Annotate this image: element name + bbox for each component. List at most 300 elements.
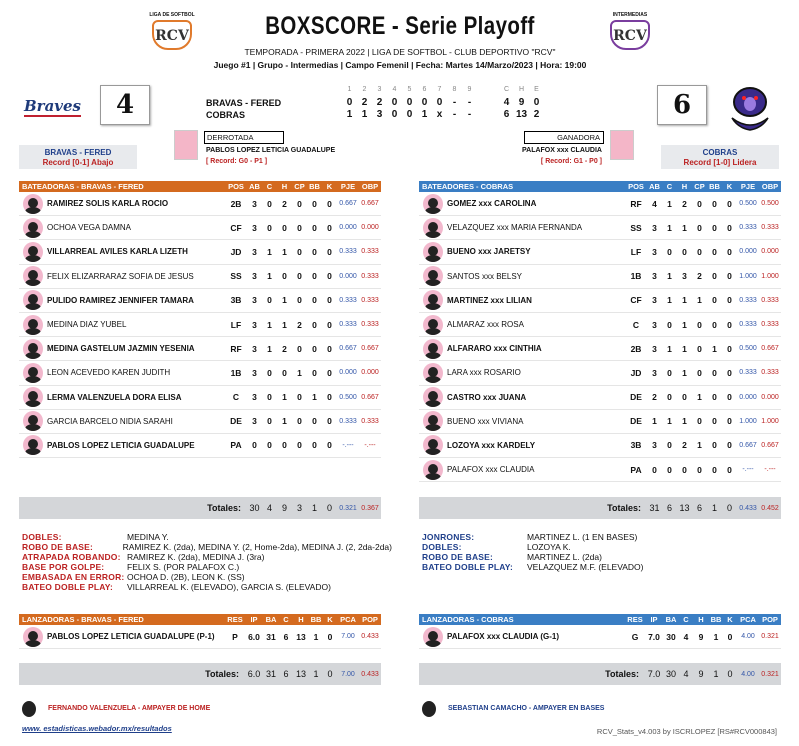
pitcher-ba: 30 bbox=[666, 631, 676, 642]
batter-obp: -.--- bbox=[764, 466, 776, 474]
batter-pje: 0.000 bbox=[739, 248, 757, 256]
batter-bb: 0 bbox=[712, 198, 717, 209]
batter-avatar-icon bbox=[23, 242, 43, 262]
batter-row bbox=[419, 265, 781, 289]
batter-pje: 0.000 bbox=[339, 224, 357, 232]
pitcher-avatar-icon bbox=[23, 627, 43, 647]
column-header-k: K bbox=[326, 182, 333, 191]
batter-bb: 0 bbox=[712, 246, 717, 257]
batter-c: 0 bbox=[267, 367, 272, 378]
home-batting-total-pje: 0.433 bbox=[739, 504, 757, 512]
away-inning-value: 0 bbox=[421, 97, 428, 108]
home-team-record: Record [1-0] Lidera bbox=[683, 158, 757, 167]
home-note-line bbox=[422, 552, 792, 562]
batter-k: 0 bbox=[727, 416, 732, 427]
batter-name: SANTOS xxx BELSY bbox=[447, 271, 522, 281]
batter-avatar-icon bbox=[423, 435, 443, 455]
batter-h: 2 bbox=[282, 343, 287, 354]
batter-cp: 0 bbox=[297, 416, 302, 427]
home-batting-total-k: 0 bbox=[726, 503, 732, 513]
batter-avatar-icon bbox=[423, 242, 443, 262]
away-note-line bbox=[22, 562, 392, 572]
column-header-h: H bbox=[681, 182, 688, 191]
pitching-column-bb: BB bbox=[310, 615, 322, 624]
away-team-name: BRAVAS - FERED bbox=[44, 148, 112, 157]
batter-pos: CF bbox=[230, 222, 242, 233]
losing-pitcher-photo bbox=[174, 130, 198, 160]
pitching-column-pca: PCA bbox=[340, 615, 356, 624]
batter-h: 0 bbox=[282, 440, 287, 451]
batter-obp: 0.500 bbox=[761, 200, 779, 208]
batter-pos: 1B bbox=[230, 367, 242, 378]
home-inning-value: 1 bbox=[361, 109, 368, 120]
batter-pos: 3B bbox=[230, 295, 242, 306]
home-batting-title: BATEADORES - COBRAS bbox=[422, 182, 514, 191]
batter-pje: 0.000 bbox=[339, 369, 357, 377]
away-inning-value: 9 bbox=[518, 97, 525, 108]
column-header-ab: AB bbox=[649, 182, 660, 191]
pitching-column-pop: POP bbox=[762, 615, 778, 624]
pitcher-bb: 1 bbox=[313, 631, 319, 642]
column-header-h: H bbox=[281, 182, 288, 191]
batter-pje: 0.333 bbox=[339, 248, 357, 256]
division-logo-caption: INTERMEDIAS bbox=[612, 12, 648, 18]
batter-pos: JD bbox=[630, 367, 642, 378]
batter-row bbox=[419, 410, 781, 434]
pitching-column-ip: IP bbox=[250, 615, 258, 624]
batter-ab: 2 bbox=[652, 392, 657, 403]
batter-obp: 0.667 bbox=[761, 345, 779, 353]
batter-cp: 2 bbox=[697, 271, 702, 282]
batter-c: 0 bbox=[267, 222, 272, 233]
batter-cp: 0 bbox=[697, 246, 702, 257]
results-link[interactable]: www. estadisticas.webador.mx/resultados bbox=[22, 724, 172, 733]
batter-k: 0 bbox=[727, 367, 732, 378]
away-batting-total-bb: 1 bbox=[311, 503, 317, 513]
batter-pos: PA bbox=[230, 440, 242, 451]
pitcher-ba: 31 bbox=[266, 631, 276, 642]
batter-pos: LF bbox=[230, 319, 242, 330]
batter-ab: 3 bbox=[252, 222, 257, 233]
pitcher-res: G bbox=[631, 631, 639, 642]
home-team-name: COBRAS bbox=[702, 148, 738, 157]
away-inning-value: 4 bbox=[503, 97, 510, 108]
home-inning-value: - bbox=[467, 109, 472, 120]
batter-avatar-icon bbox=[23, 266, 43, 286]
column-header-pos: POS bbox=[628, 182, 644, 191]
bravas-logo: Braves bbox=[24, 97, 82, 115]
away-note-value: RAMIREZ K. (2da), MEDINA J. (3ra) bbox=[127, 552, 265, 562]
batter-ab: 0 bbox=[252, 440, 257, 451]
pitching-column-k: K bbox=[327, 615, 333, 624]
batter-pos: C bbox=[632, 319, 640, 330]
batter-ab: 3 bbox=[652, 343, 657, 354]
batter-ab: 3 bbox=[252, 198, 257, 209]
home-batting-total-c: 6 bbox=[666, 503, 672, 513]
batter-cp: 0 bbox=[697, 198, 702, 209]
batter-k: 0 bbox=[327, 440, 332, 451]
batter-ab: 3 bbox=[252, 246, 257, 257]
batter-h: 0 bbox=[282, 271, 287, 282]
home-batting-total-bb: 1 bbox=[711, 503, 717, 513]
batter-name: BUENO xxx JARETSY bbox=[447, 247, 531, 257]
batter-row bbox=[19, 361, 381, 385]
inning-header: 8 bbox=[452, 86, 457, 93]
pitching-column-res: RES bbox=[627, 615, 643, 624]
away-inning-value: 2 bbox=[361, 97, 368, 108]
batter-k: 0 bbox=[727, 464, 732, 475]
column-header-ab: AB bbox=[249, 182, 260, 191]
batter-bb: 0 bbox=[312, 222, 317, 233]
away-pitching-total-pca: 7.00 bbox=[341, 670, 355, 678]
batter-bb: 0 bbox=[712, 464, 717, 475]
batter-k: 0 bbox=[327, 343, 332, 354]
batter-ab: 3 bbox=[652, 246, 657, 257]
home-note-key: JONRONES: bbox=[422, 532, 475, 542]
away-batting-total-c: 4 bbox=[266, 503, 272, 513]
away-note-key: DOBLES: bbox=[22, 532, 62, 542]
home-inning-value: 3 bbox=[376, 109, 383, 120]
home-batting-total-cp: 6 bbox=[696, 503, 702, 513]
batter-k: 0 bbox=[327, 198, 332, 209]
batter-ab: 3 bbox=[652, 319, 657, 330]
batter-avatar-icon bbox=[23, 387, 43, 407]
umpire-home: FERNANDO VALENZUELA - AMPAYER DE HOME bbox=[48, 705, 211, 712]
batter-pje: 0.667 bbox=[339, 345, 357, 353]
batter-name: MARTINEZ xxx LILIAN bbox=[447, 295, 532, 305]
batter-obp: 0.667 bbox=[361, 393, 379, 401]
batter-c: 1 bbox=[667, 222, 672, 233]
home-line-score bbox=[342, 109, 544, 120]
away-note-line bbox=[22, 532, 392, 542]
away-batting-total-ab: 30 bbox=[249, 503, 260, 513]
batter-pje: 0.667 bbox=[739, 441, 757, 449]
batter-cp: 0 bbox=[297, 343, 302, 354]
batter-name: OCHOA VEGA DAMNA bbox=[47, 223, 132, 233]
batter-ab: 3 bbox=[252, 319, 257, 330]
pitching-column-k: K bbox=[727, 615, 733, 624]
pitching-column-ba: BA bbox=[665, 615, 677, 624]
column-header-obp: OBP bbox=[361, 182, 379, 191]
league-logo bbox=[140, 12, 204, 50]
batter-pos: RF bbox=[630, 198, 642, 209]
batter-c: 0 bbox=[667, 319, 672, 330]
batter-bb: 0 bbox=[712, 416, 717, 427]
pitching-column-res: RES bbox=[227, 615, 243, 624]
home-pitching-total-ip: 7.0 bbox=[647, 669, 661, 679]
batter-cp: 0 bbox=[297, 222, 302, 233]
batter-name: BUENO xxx VIVIANA bbox=[447, 416, 524, 426]
away-line-score bbox=[342, 97, 544, 108]
batter-c: 0 bbox=[667, 392, 672, 403]
pitcher-h: 9 bbox=[698, 631, 704, 642]
batter-pos: RF bbox=[230, 343, 242, 354]
batter-name: VILLARREAL AVILES KARLA LIZETH bbox=[47, 247, 188, 257]
batter-k: 0 bbox=[327, 222, 332, 233]
home-note-line bbox=[422, 532, 792, 542]
season-line: TEMPORADA - PRIMERA 2022 | LIGA DE SOFTBOL - CLUB DEPORTIVO "RCV" bbox=[244, 47, 556, 57]
inning-header: 6 bbox=[422, 86, 427, 93]
batter-obp: 0.333 bbox=[761, 224, 779, 232]
batter-k: 0 bbox=[727, 295, 732, 306]
batter-avatar-icon bbox=[423, 290, 443, 310]
batter-obp: 0.333 bbox=[361, 321, 379, 329]
batter-name: LOZOYA xxx KARDELY bbox=[447, 440, 536, 450]
away-inning-value: 0 bbox=[436, 97, 443, 108]
batter-k: 0 bbox=[727, 343, 732, 354]
pitcher-pca: 7.00 bbox=[341, 633, 355, 640]
inning-header: 2 bbox=[362, 86, 367, 93]
batter-avatar-icon bbox=[23, 411, 43, 431]
home-note-key: DOBLES: bbox=[422, 542, 462, 552]
batter-ab: 3 bbox=[252, 392, 257, 403]
batter-name: ALFARARO xxx CINTHIA bbox=[447, 344, 542, 354]
batter-bb: 0 bbox=[312, 367, 317, 378]
batter-pos: C bbox=[232, 392, 240, 403]
batter-cp: 0 bbox=[697, 416, 702, 427]
home-pitching-panel bbox=[419, 614, 781, 649]
home-pitching-header bbox=[419, 614, 781, 625]
batter-c: 1 bbox=[667, 416, 672, 427]
home-pitching-total-k: 0 bbox=[727, 669, 733, 679]
pitcher-res: P bbox=[232, 631, 238, 642]
home-score: 6 bbox=[657, 85, 707, 125]
batter-cp: 0 bbox=[697, 343, 702, 354]
away-note-value: VILLARREAL K. (ELEVADO), GARCIA S. (ELEVADO) bbox=[127, 582, 331, 592]
batter-obp: 0.667 bbox=[761, 441, 779, 449]
batter-h: 2 bbox=[682, 198, 687, 209]
batter-k: 0 bbox=[327, 295, 332, 306]
away-pitching-total-ip: 6.0 bbox=[247, 669, 261, 679]
batter-pje: 0.333 bbox=[739, 369, 757, 377]
batter-avatar-icon bbox=[23, 315, 43, 335]
home-batting-total-obp: 0.452 bbox=[761, 504, 779, 512]
home-inning-value: - bbox=[452, 109, 457, 120]
batter-row bbox=[419, 240, 781, 264]
batter-k: 0 bbox=[727, 222, 732, 233]
away-inning-value: - bbox=[452, 97, 457, 108]
batter-cp: 0 bbox=[297, 440, 302, 451]
away-batting-total-cp: 3 bbox=[296, 503, 302, 513]
batter-avatar-icon bbox=[23, 194, 43, 214]
away-note-key: BATEO DOBLE PLAY: bbox=[22, 582, 114, 592]
away-note-key: ROBO DE BASE: bbox=[22, 542, 94, 552]
home-note-key: BATEO DOBLE PLAY: bbox=[422, 562, 514, 572]
batter-obp: 0.000 bbox=[361, 369, 379, 377]
batter-bb: 0 bbox=[712, 392, 717, 403]
batter-cp: 0 bbox=[697, 222, 702, 233]
away-note-line bbox=[22, 582, 392, 592]
batter-c: 1 bbox=[267, 319, 272, 330]
away-batting-title: BATEADORAS - BRAVAS - FERED bbox=[22, 182, 144, 191]
home-team-box bbox=[661, 145, 779, 169]
home-pitching-total-ba: 30 bbox=[665, 669, 676, 679]
column-header-pje: PJE bbox=[340, 182, 356, 191]
batter-row bbox=[419, 361, 781, 385]
batter-c: 0 bbox=[667, 440, 672, 451]
batter-c: 1 bbox=[267, 343, 272, 354]
away-team-line-name: BRAVAS - FERED bbox=[206, 98, 282, 108]
batter-avatar-icon bbox=[423, 387, 443, 407]
batter-k: 0 bbox=[727, 319, 732, 330]
batter-ab: 3 bbox=[652, 440, 657, 451]
away-pitching-panel bbox=[19, 614, 381, 649]
batter-row bbox=[19, 434, 381, 458]
batter-h: 1 bbox=[282, 295, 287, 306]
pitcher-name: PALAFOX xxx CLAUDIA (G-1) bbox=[447, 632, 560, 641]
home-batting-header bbox=[419, 181, 781, 192]
batter-obp: 0.000 bbox=[761, 248, 779, 256]
batter-bb: 0 bbox=[712, 271, 717, 282]
batter-name: GOMEZ xxx CAROLINA bbox=[447, 199, 537, 209]
batter-avatar-icon bbox=[23, 435, 43, 455]
column-header-pje: PJE bbox=[740, 182, 756, 191]
inning-header: 5 bbox=[407, 86, 412, 93]
column-header-cp: CP bbox=[694, 182, 705, 191]
pitcher-row bbox=[419, 625, 781, 649]
batter-ab: 3 bbox=[652, 271, 657, 282]
batter-ab: 1 bbox=[652, 416, 657, 427]
batter-h: 1 bbox=[682, 343, 687, 354]
away-pitching-total-bb: 1 bbox=[313, 669, 319, 679]
batter-cp: 1 bbox=[697, 440, 702, 451]
batter-pos: LF bbox=[630, 246, 642, 257]
batter-ab: 4 bbox=[652, 198, 657, 209]
batter-pje: 0.333 bbox=[739, 296, 757, 304]
batter-row bbox=[419, 313, 781, 337]
inning-header: 3 bbox=[377, 86, 382, 93]
pitcher-pop: 0.321 bbox=[761, 633, 779, 640]
batter-c: 0 bbox=[267, 198, 272, 209]
batter-obp: 0.333 bbox=[761, 321, 779, 329]
away-batting-totals bbox=[19, 497, 381, 519]
batter-row bbox=[19, 410, 381, 434]
away-note-value: OCHOA D. (2B), LEON K. (SS) bbox=[127, 572, 245, 582]
inning-header bbox=[477, 86, 499, 93]
away-batting-totals-label: Totales: bbox=[207, 503, 241, 513]
pitcher-name: PABLOS LOPEZ LETICIA GUADALUPE (P-1) bbox=[47, 632, 215, 641]
batter-name: PULIDO RAMIREZ JENNIFER TAMARA bbox=[47, 295, 194, 305]
batter-bb: 0 bbox=[312, 295, 317, 306]
batter-pos: 2B bbox=[630, 343, 642, 354]
away-inning-value: 0 bbox=[406, 97, 413, 108]
batter-k: 0 bbox=[727, 440, 732, 451]
batter-pos: JD bbox=[230, 246, 242, 257]
home-batting-panel bbox=[419, 181, 781, 482]
batter-pos: SS bbox=[230, 271, 242, 282]
home-inning-value: 2 bbox=[533, 109, 540, 120]
batter-row bbox=[419, 458, 781, 482]
home-pitching-total-pca: 4.00 bbox=[741, 670, 755, 678]
losing-pitcher-record: [ Record: G0 - P1 ] bbox=[206, 158, 268, 165]
away-batting-panel bbox=[19, 181, 381, 458]
batter-h: 1 bbox=[682, 319, 687, 330]
batter-name: FELIX ELIZARRARAZ SOFIA DE JESUS bbox=[47, 271, 194, 281]
pitching-column-c: C bbox=[283, 615, 289, 624]
away-inning-value: 0 bbox=[346, 97, 353, 108]
batter-c: 1 bbox=[667, 343, 672, 354]
home-note-value: MARTINEZ L. (2da) bbox=[527, 552, 602, 562]
batter-avatar-icon bbox=[423, 339, 443, 359]
batter-h: 2 bbox=[282, 198, 287, 209]
batter-ab: 3 bbox=[652, 222, 657, 233]
batter-c: 0 bbox=[267, 392, 272, 403]
batter-c: 1 bbox=[267, 271, 272, 282]
home-note-key: ROBO DE BASE: bbox=[422, 552, 494, 562]
batter-avatar-icon bbox=[23, 339, 43, 359]
batter-cp: 2 bbox=[297, 319, 302, 330]
batter-c: 0 bbox=[667, 246, 672, 257]
batter-h: 0 bbox=[682, 464, 687, 475]
away-note-value: FELIX S. (POR PALAFOX C.) bbox=[127, 562, 240, 572]
batter-name: LERMA VALENZUELA DORA ELISA bbox=[47, 392, 182, 402]
home-pitching-total-c: 4 bbox=[683, 669, 689, 679]
batter-avatar-icon bbox=[423, 315, 443, 335]
batter-row bbox=[419, 192, 781, 216]
batter-row bbox=[419, 216, 781, 240]
league-logo-caption: LIGA DE SOFTBOL bbox=[149, 12, 195, 18]
batter-bb: 0 bbox=[312, 246, 317, 257]
winner-label: GANADORA bbox=[524, 131, 604, 144]
away-pitching-totals bbox=[19, 663, 381, 685]
batter-obp: -.--- bbox=[364, 441, 376, 449]
away-batting-total-h: 9 bbox=[281, 503, 287, 513]
batter-pos: CF bbox=[630, 295, 642, 306]
batter-k: 0 bbox=[327, 319, 332, 330]
batter-cp: 0 bbox=[697, 464, 702, 475]
batter-c: 0 bbox=[267, 295, 272, 306]
away-score: 4 bbox=[100, 85, 150, 125]
column-header-c: C bbox=[666, 182, 673, 191]
pitcher-row bbox=[19, 625, 381, 649]
batter-c: 1 bbox=[267, 246, 272, 257]
away-note-line bbox=[22, 572, 392, 582]
pitcher-ip: 7.0 bbox=[648, 631, 660, 642]
umpire-bases: SEBASTIAN CAMACHO - AMPAYER EN BASES bbox=[448, 705, 605, 712]
batter-h: 1 bbox=[682, 222, 687, 233]
batter-name: GARCIA BARCELO NIDIA SARAHI bbox=[47, 416, 173, 426]
away-pitching-total-pop: 0.433 bbox=[361, 670, 379, 678]
batter-cp: 1 bbox=[697, 392, 702, 403]
batter-pos: 1B bbox=[630, 271, 642, 282]
batter-bb: 1 bbox=[712, 343, 717, 354]
away-pitching-total-k: 0 bbox=[327, 669, 333, 679]
batter-bb: 0 bbox=[312, 271, 317, 282]
column-header-bb: BB bbox=[709, 182, 720, 191]
batter-pje: 0.333 bbox=[739, 224, 757, 232]
column-header-bb: BB bbox=[309, 182, 320, 191]
away-note-key: BASE POR GOLPE: bbox=[22, 562, 105, 572]
batter-obp: 1.000 bbox=[761, 272, 779, 280]
batter-h: 1 bbox=[282, 246, 287, 257]
batter-bb: 0 bbox=[312, 198, 317, 209]
batter-obp: 1.000 bbox=[761, 417, 779, 425]
batter-row bbox=[19, 216, 381, 240]
away-batting-total-obp: 0.367 bbox=[361, 504, 379, 512]
home-inning-value: 13 bbox=[515, 109, 528, 120]
batter-row bbox=[419, 337, 781, 361]
away-team-box bbox=[19, 145, 137, 169]
batter-c: 1 bbox=[667, 198, 672, 209]
away-pitching-total-c: 6 bbox=[283, 669, 289, 679]
batter-avatar-icon bbox=[423, 218, 443, 238]
batter-pje: 0.333 bbox=[339, 417, 357, 425]
batter-cp: 0 bbox=[297, 392, 302, 403]
home-note-line bbox=[422, 542, 792, 552]
league-logo-badge: RCV bbox=[152, 20, 192, 50]
batter-ab: 0 bbox=[652, 464, 657, 475]
batter-obp: 0.333 bbox=[761, 296, 779, 304]
